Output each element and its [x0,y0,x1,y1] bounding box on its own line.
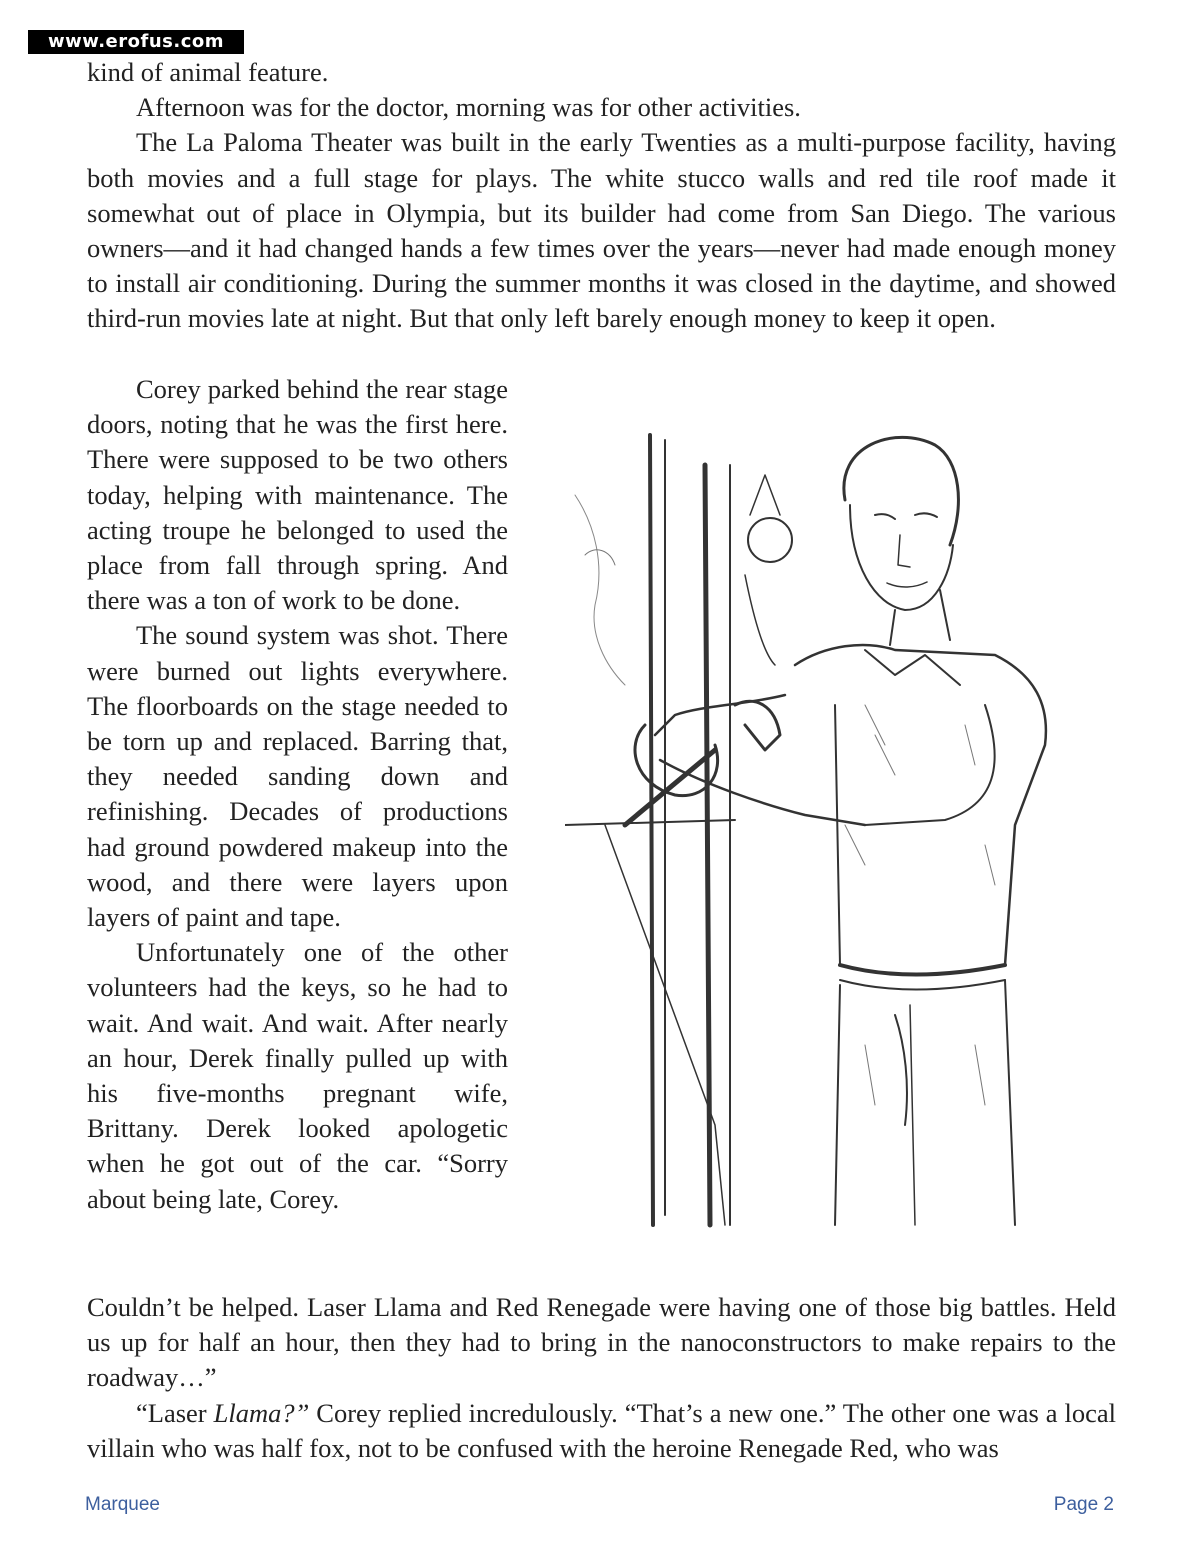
quote-start: “Laser [136,1397,214,1428]
top-text-block [87,55,1116,337]
bottom-text-block [87,1290,1116,1466]
illustration-sketch [565,405,1070,1230]
paragraph: Afternoon was for the doctor, morning was for other activities. [136,92,801,123]
italic-word: Llama?” [213,1397,310,1428]
paragraph: The sound system was shot. There were burned out lights everywhere. The floorboards on the stage needed to be torn up and replaced. Barring that, they needed sanding down and refinishing. Decades of productions had ground powdered makeup into the wood, and there were layers upon layers of paint and tape. [87,620,508,933]
paragraph: The La Paloma Theater was built in the early Twenties as a multi-purpose facility, having both movies and a full stage for plays. The white stucco walls and red tile roof made it somewhat out of place in Olympia, but its builder had come from San Diego. The various owners—and it had changed hands a few times over the years—never had made enough money to install air conditioning. During the summer months it was closed in the daytime, and showed third-run movies late at night. But that only left barely enough money to keep it open. [87,127,1116,334]
paragraph: kind of animal feature. [87,57,329,87]
paragraph: Couldn’t be helped. Laser Llama and Red Renegade were having one of those big battles. Held us up for half an hour, then they had to bring in the nanoconstructors to make repairs to the roadway…” [87,1292,1116,1393]
paragraph: Corey parked behind the rear stage doors, noting that he was the first here. There were supposed to be two others today, helping with maintenance. The acting troupe he belonged to used the place from fall through spring. And there was a ton of work to be done. [87,374,508,616]
footer-title: Marquee [85,1494,160,1515]
column-text-block [87,372,508,1217]
quote-rest: Corey replied incredulously. “That’s a new one.” The other one was a local villain who was half fox, not to be confused with the heroine Renegade Red, who was [87,1397,1116,1463]
watermark: www.erofus.com [28,30,244,54]
page-number: Page 2 [1053,1494,1114,1515]
paragraph: Unfortunately one of the other volunteers had the keys, so he had to wait. And wait. And wait. After nearly an hour, Derek finally pulled up with his five-months pregnant wife, Brittany. Derek looked apologetic when he got out of the car. “Sorry about being late, Corey. [87,937,508,1214]
paragraph [87,1396,1116,1466]
